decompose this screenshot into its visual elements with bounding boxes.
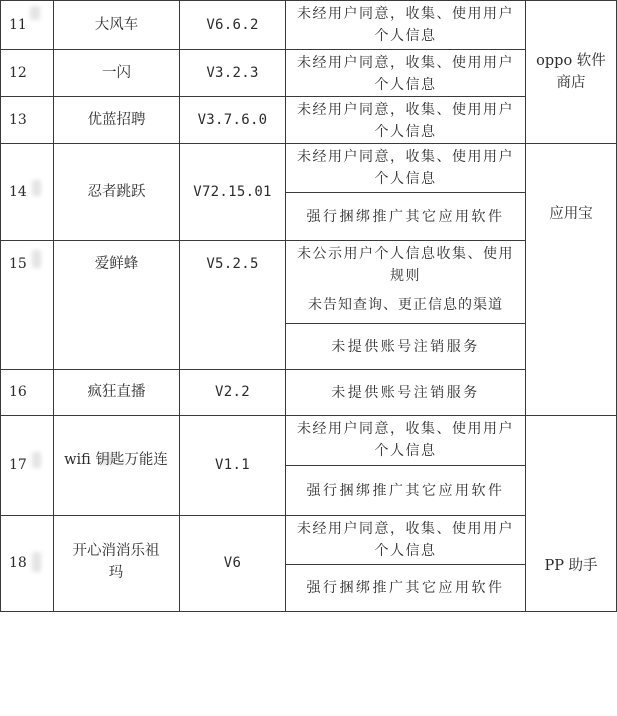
issue-text: 强行捆绑推广其它应用软件 [306,482,505,499]
row-number: 13 [9,111,27,128]
app-version: V3.7.6.0 [197,111,268,128]
issue-text: 强行捆绑推广其它应用软件 [306,580,505,596]
app-name: 大风车 [94,16,139,33]
issue-text: 未经用户同意，收集、使用用户个人信息 [297,6,514,44]
issue-text: 未告知查询、更正信息的渠道 [308,297,503,313]
app-version: V6.6.2 [206,16,259,33]
app-name: 忍者跳跃 [87,183,146,200]
app-name: 爱鲜蜂 [94,255,139,272]
issue-text: 未经用户同意，收集、使用用户个人信息 [297,102,514,140]
row-number: 12 [9,64,27,81]
issue-text: 未公示用户个人信息收集、使用规则 [297,246,514,284]
issue-text: 未提供账号注销服务 [331,384,480,401]
issue-text: 未经用户同意，收集、使用用户个人信息 [297,521,514,559]
app-version: V3.2.3 [206,64,259,81]
store-name: 应用宝 [549,205,593,222]
app-version: V2.2 [215,384,250,400]
issue-text: 强行捆绑推广其它应用软件 [306,208,505,225]
app-name: 一闪 [102,64,131,81]
app-name: 开心消消乐祖玛 [72,543,160,581]
row-number: 15 [9,255,27,272]
store-name: PP 助手 [544,557,598,574]
row-number: 18 [9,555,27,571]
issue-text: 未经用户同意，收集、使用用户个人信息 [297,149,514,187]
row-number: 14 [9,183,27,200]
store-name: oppo 软件商店 [536,53,606,91]
app-version: V72.15.01 [193,183,272,200]
issue-text: 未经用户同意，收集、使用用户个人信息 [297,421,514,459]
app-version: V1.1 [215,457,250,473]
row-number: 16 [9,384,27,400]
app-version: V5.2.5 [206,255,259,272]
row-number: 17 [9,457,27,473]
app-name: 疯狂直播 [87,384,146,400]
app-version: V6 [223,555,242,571]
app-name: wifi 钥匙万能连 [64,452,168,468]
row-number: 11 [9,16,27,33]
issue-text: 未提供账号注销服务 [331,338,480,355]
app-name: 优蓝招聘 [87,111,146,128]
issue-text: 未经用户同意，收集、使用用户个人信息 [297,55,514,93]
